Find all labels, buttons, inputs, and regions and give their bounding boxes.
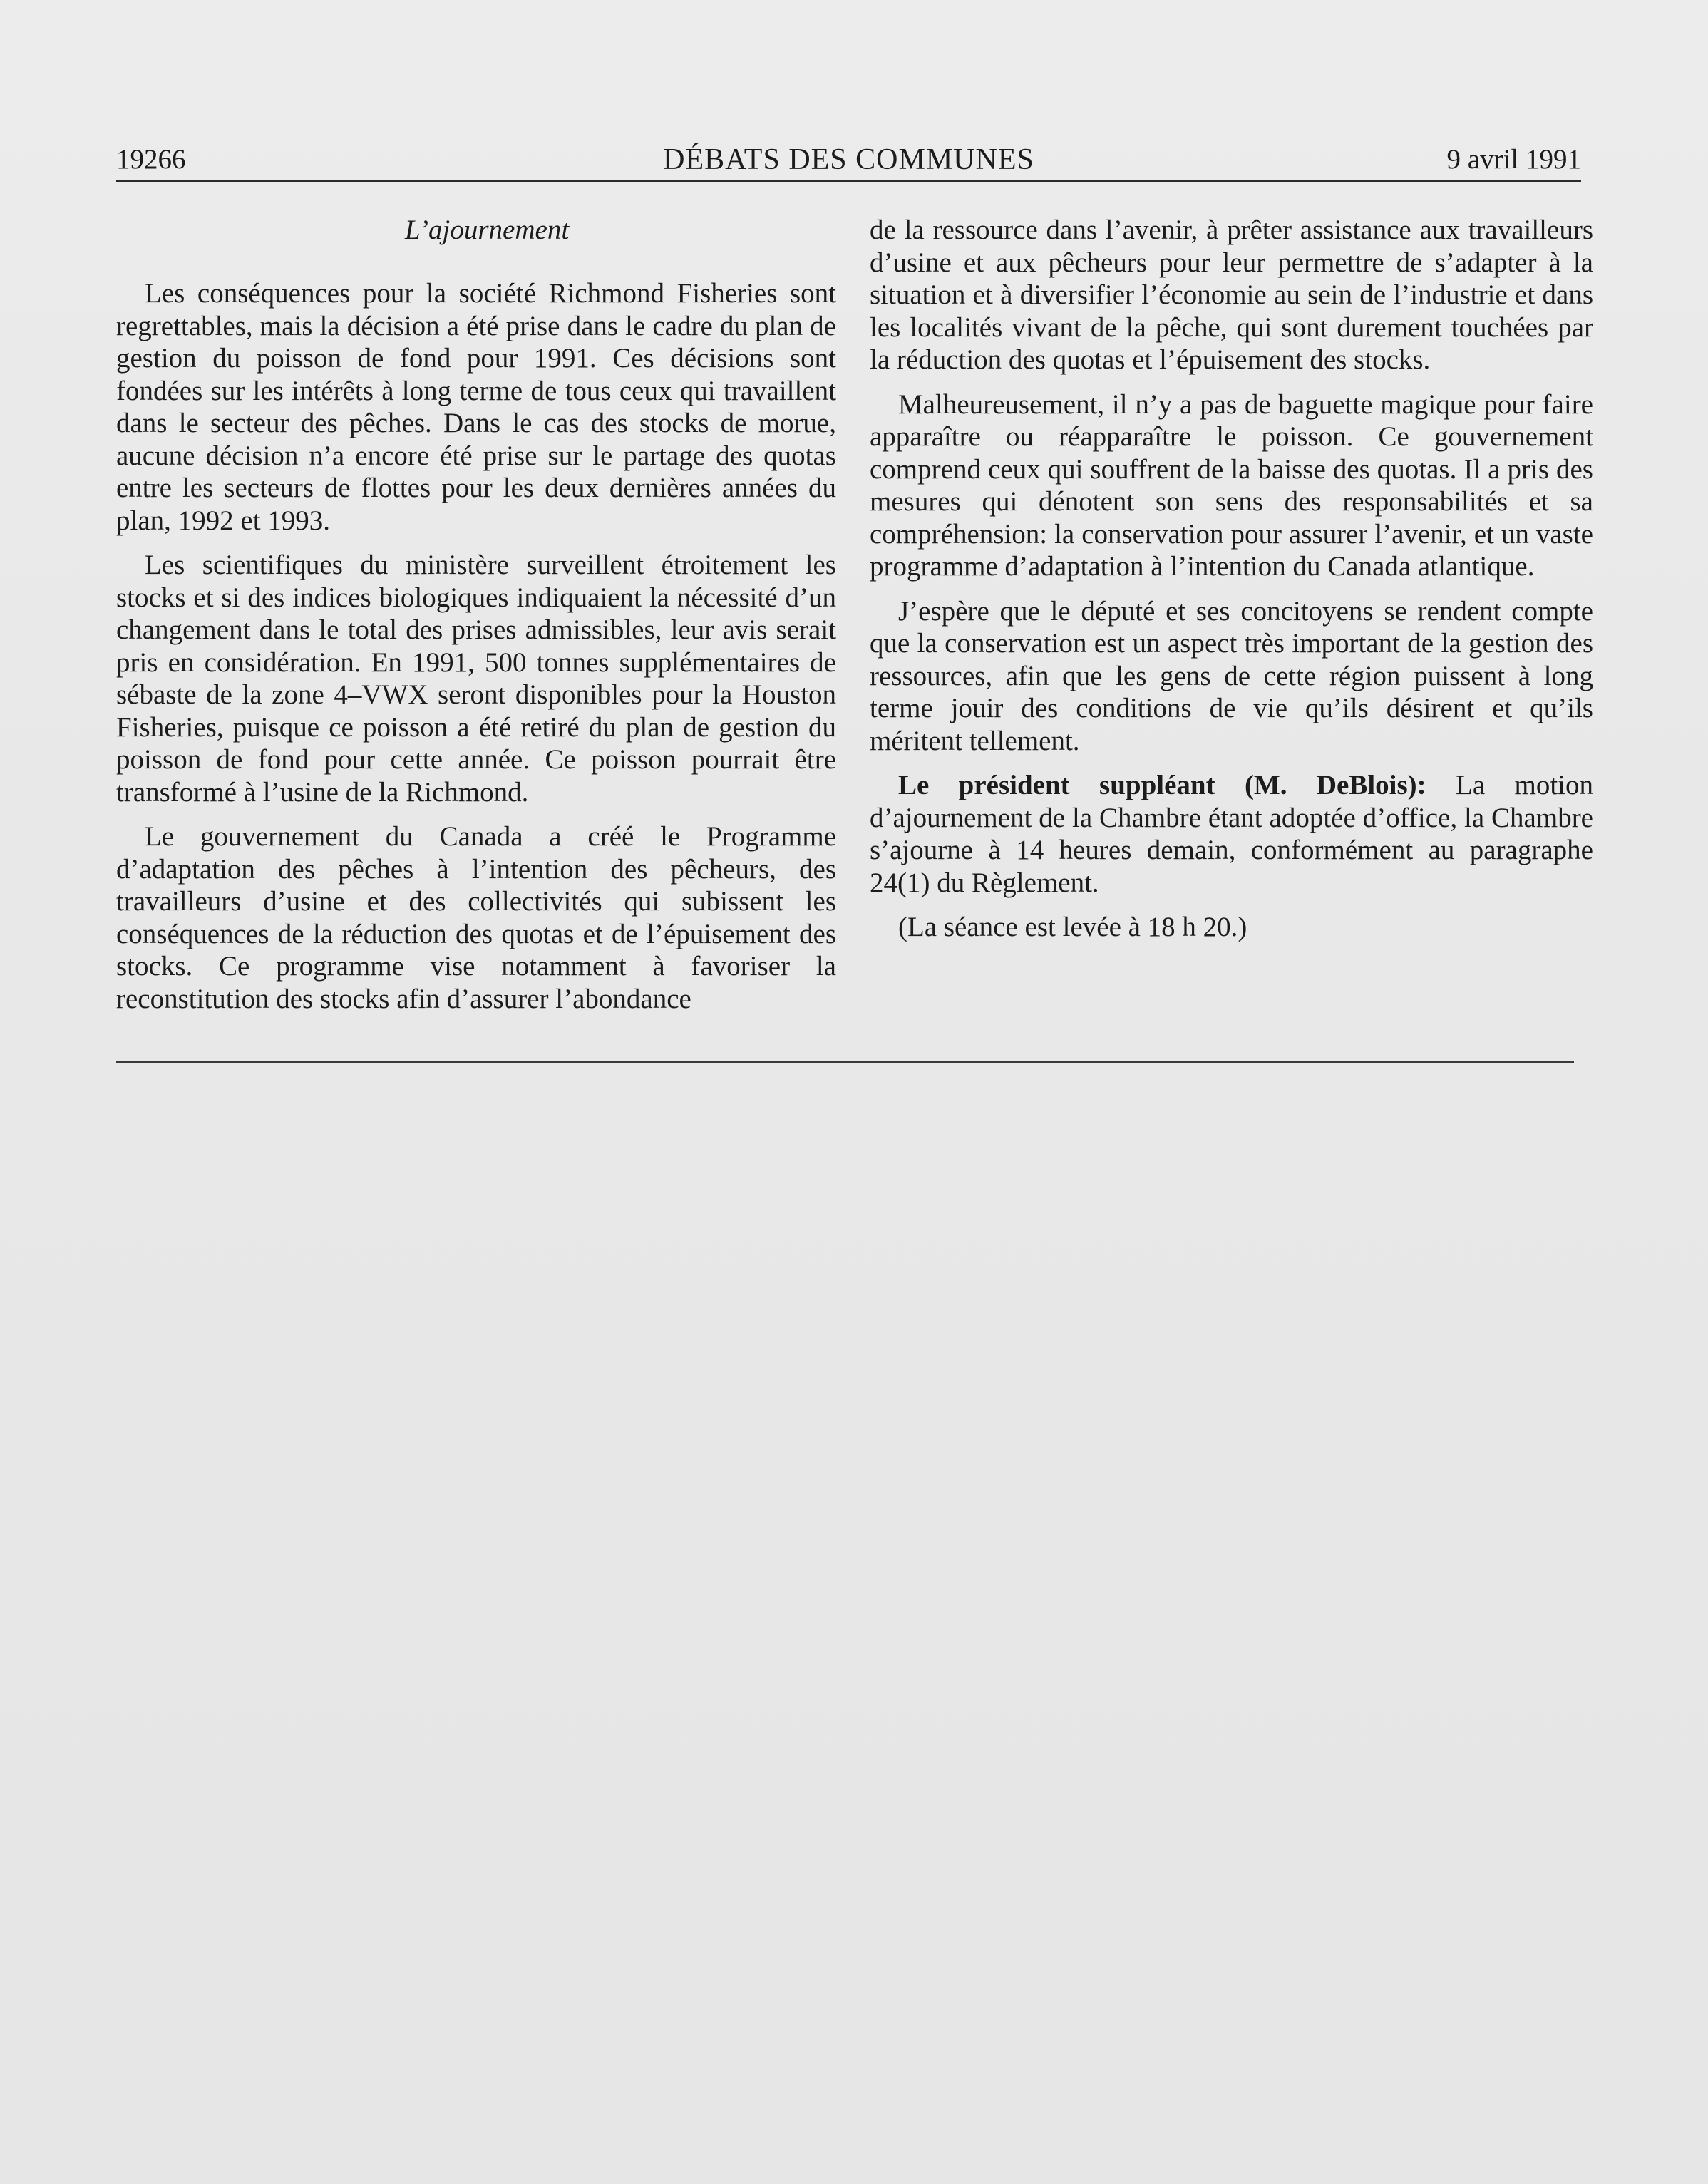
paragraph: Les scientifiques du ministère surveillent étroitement les stocks et si des indices biologiques indiquaient la nécessité d’un changement dans le total des prises admissibles, leur avis serait pris en considération. En 1991, 500 tonnes supplémentaires de sébaste de la zone 4–VWX seront disponibles pour la Houston Fisheries, puisque ce poisson a été retiré du plan de gestion du poisson de fond pour cette année. Ce poisson pourrait être transformé à l’usine de la Richmond. — [116, 550, 836, 808]
left-column — [116, 214, 836, 1027]
speaker-text: La motion d’ajournement de la Chambre étant adoptée d’office, la Chambre s’ajourne à 14 heures demain, conformément au paragraphe 24(1) du Règlement. — [870, 770, 1594, 898]
paragraph-continuation: de la ressource dans l’avenir, à prêter assistance aux travailleurs d’usine et aux pêcheurs pour leur permettre de s’adapter à la situation et à diversifier l’économie au sein de l’industrie et dans les localités vivant de la pêche, qui sont durement touchées par la réduction des quotas et l’épuisement des stocks. — [870, 215, 1593, 375]
speaker-paragraph — [870, 769, 1593, 899]
paragraph: J’espère que le député et ses concitoyens se rendent compte que la conservation est un aspect très important de la gestion des ressources, afin que les gens de cette région puissent à long terme jouir des conditions de vie qu’ils désirent et qu’ils méritent tellement. — [870, 595, 1593, 756]
closing-note: (La séance est levée à 18 h 20.) — [898, 912, 1247, 942]
page-number: 19266 — [116, 144, 186, 175]
footer-rule — [116, 1061, 1574, 1063]
publication-date: 9 avril 1991 — [1446, 144, 1581, 175]
section-heading: L’ajournement — [404, 215, 570, 245]
right-column — [870, 214, 1593, 956]
paragraph: Malheureusement, il n’y a pas de baguette magique pour faire apparaître ou réapparaître le poisson. Ce gouvernement comprend ceux qui souffrent de la baisse des quotas. Il a pris des mesures qui dénotent son sens des responsabilités et sa compréhension: la conservation pour assurer l’avenir, et un vaste programme d’adaptation à l’intention du Canada atlantique. — [870, 388, 1593, 582]
header-rule — [116, 180, 1581, 182]
publication-title: DÉBATS DES COMMUNES — [663, 143, 1034, 176]
speaker-name: Le président suppléant (M. DeBlois): — [898, 770, 1426, 800]
paragraph: Les conséquences pour la société Richmond Fisheries sont regrettables, mais la décision a été prise dans le cadre du plan de gestion du poisson de fond pour 1991. Ces décisions sont fondées sur les intérêts à long terme de tous ceux qui travaillent dans le secteur des pêches. Dans le cas des stocks de morue, aucune décision n’a encore été prise sur le partage des quotas entre les secteurs de flottes pour les deux dernières années du plan, 1992 et 1993. — [116, 278, 836, 536]
page-header — [116, 140, 1581, 180]
paragraph: Le gouvernement du Canada a créé le Programme d’adaptation des pêches à l’intention des pêcheurs, des travailleurs d’usine et des collectivités qui subissent les conséquences de la réduction des quotas et de l’épuisement des stocks. Ce programme vise notamment à favoriser la reconstitution des stocks afin d’assurer l’abondance — [116, 821, 836, 1014]
